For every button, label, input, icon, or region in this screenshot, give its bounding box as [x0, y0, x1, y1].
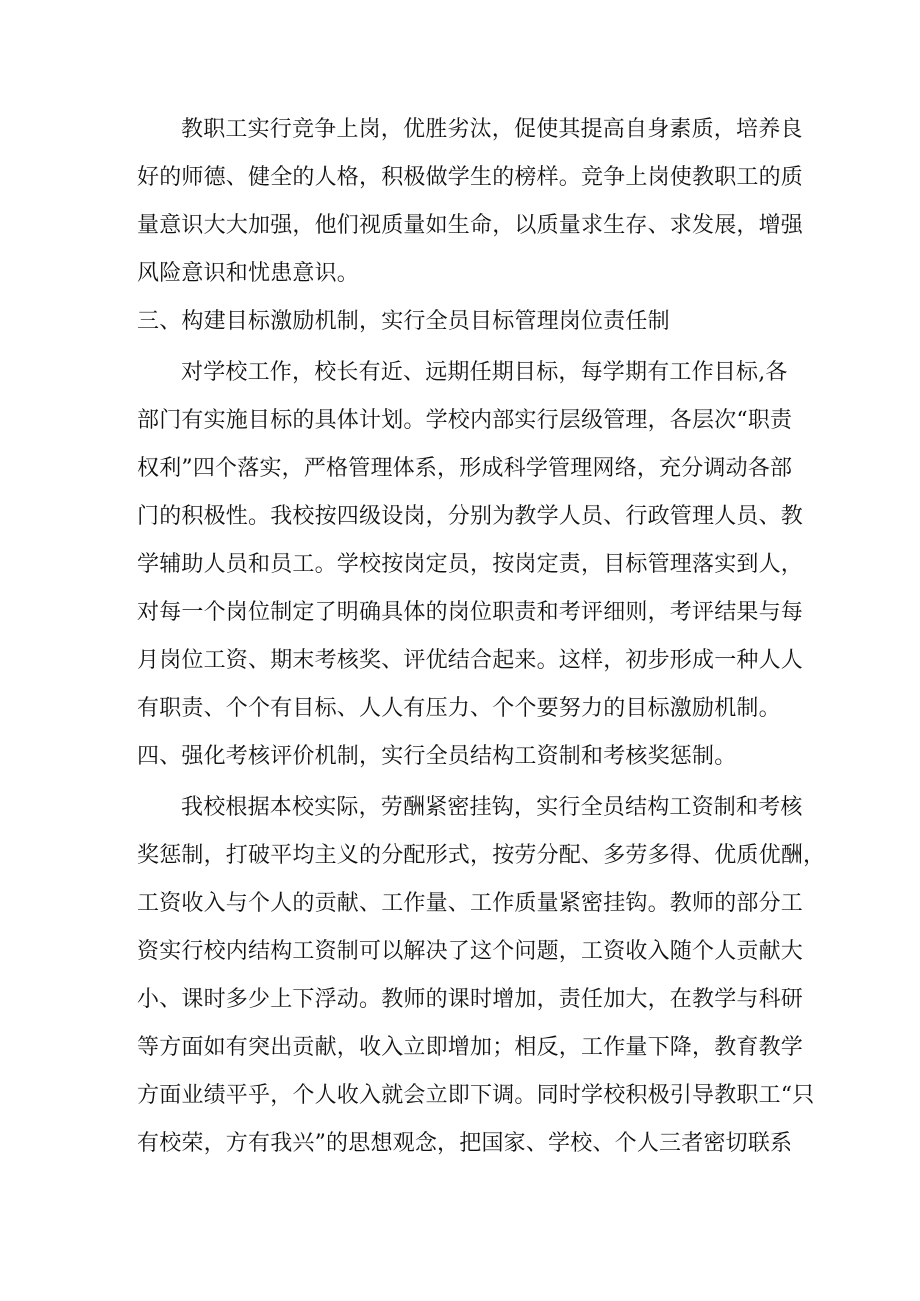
text-line: 对每一个岗位制定了明确具体的岗位职责和考评细则，考评结果与每	[137, 600, 804, 625]
text-line: 小、课时多少上下浮动。教师的课时增加，责任加大，在教学与科研	[137, 987, 804, 1012]
text-line: 等方面如有突出贡献，收入立即增加；相反，工作量下降，教育教学	[137, 1035, 804, 1060]
text-line: 部门有实施目标的具体计划。学校内部实行层级管理，各层次“职责	[137, 408, 793, 433]
text-line: 月岗位工资、期末考核奖、评优结合起来。这样，初步形成一种人人	[137, 648, 804, 673]
text-line: 门的积极性。我校按四级设岗，分别为教学人员、行政管理人员、教	[137, 504, 804, 529]
text-line: 对学校工作，校长有近、远期任期目标，每学期有工作目标,各	[181, 360, 788, 385]
text-line: 奖惩制，打破平均主义的分配形式，按劳分配、多劳多得、优质优酬，	[137, 843, 826, 868]
text-line: 方面业绩平乎，个人收入就会立即下调。同时学校积极引导教职工“只	[137, 1083, 815, 1108]
text-line: 教职工实行竞争上岗，优胜劣汰，促使其提高自身素质，培养良	[181, 117, 803, 142]
section-heading: 四、强化考核评价机制，实行全员结构工资制和考核奖惩制。	[137, 744, 737, 769]
text-line: 好的师德、健全的人格，积极做学生的榜样。竞争上岗使教职工的质	[137, 165, 804, 190]
text-line: 权利”四个落实，严格管理体系，形成科学管理网络，充分调动各部	[137, 456, 793, 481]
text-line: 资实行校内结构工资制可以解决了这个问题，工资收入随个人贡献大	[137, 939, 804, 964]
text-line: 学辅助人员和员工。学校按岗定员，按岗定责，目标管理落实到人，	[137, 552, 804, 577]
text-line: 工资收入与个人的贡献、工作量、工作质量紧密挂钩。教师的部分工	[137, 891, 804, 916]
text-line: 我校根据本校实际，劳酬紧密挂钩，实行全员结构工资制和考核	[181, 795, 803, 820]
text-line: 量意识大大加强，他们视质量如生命，以质量求生存、求发展，增强	[137, 213, 804, 238]
text-line: 有校荣，方有我兴”的思想观念，把国家、学校、个人三者密切联系	[137, 1131, 793, 1156]
section-heading: 三、构建目标激励机制，实行全员目标管理岗位责任制	[137, 309, 670, 334]
text-line: 有职责、个个有目标、人人有压力、个个要努力的目标激励机制。	[137, 696, 781, 721]
text-line: 风险意识和忧患意识。	[137, 261, 360, 286]
